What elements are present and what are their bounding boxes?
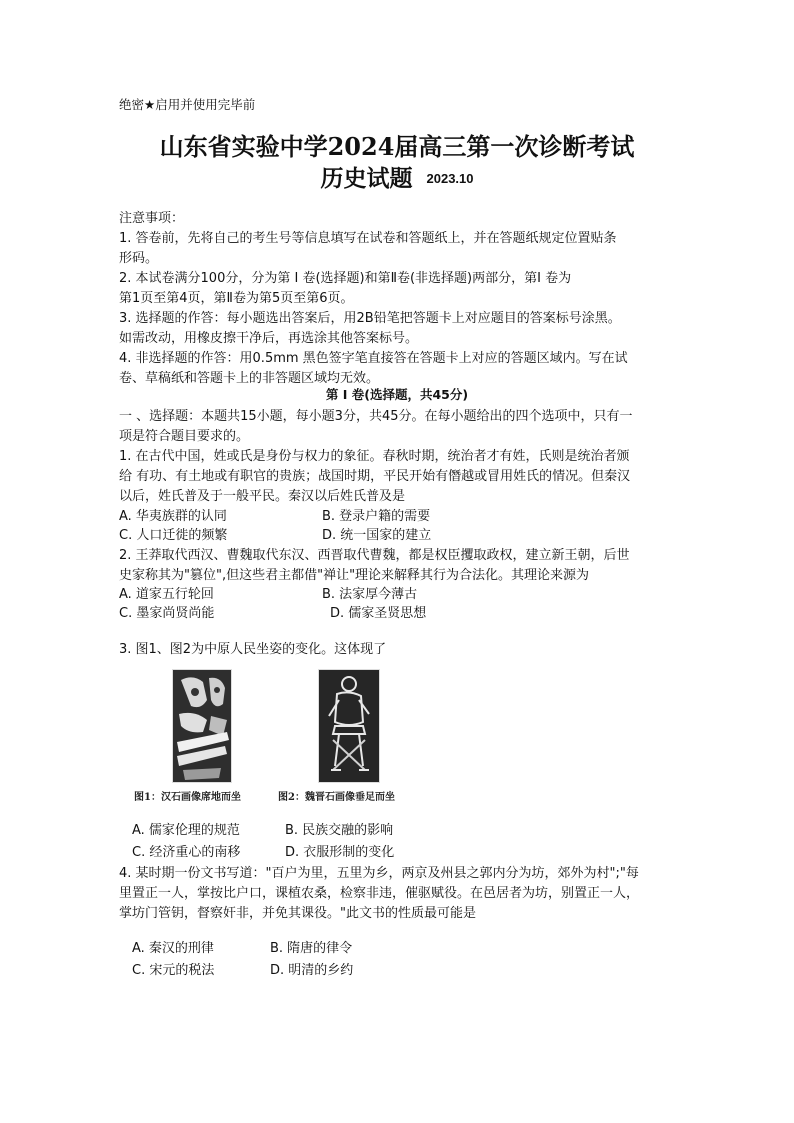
q3-option-c: C. 经济重心的南移 bbox=[132, 845, 241, 860]
note-1-cont: 形码。 bbox=[119, 251, 159, 266]
han-stone-relief-icon bbox=[173, 670, 231, 782]
confidential-mark: 绝密★启用并使用完毕前 bbox=[119, 97, 256, 112]
q4-option-d: D. 明清的乡约 bbox=[270, 963, 354, 978]
q3-stem: 3. 图1、图2为中原人民坐姿的变化。这体现了 bbox=[119, 642, 387, 657]
q3-option-a: A. 儒家伦理的规范 bbox=[132, 823, 240, 838]
section-title: 第 Ⅰ 卷(选择题，共45分) bbox=[325, 387, 469, 402]
q1-option-d: D. 统一国家的建立 bbox=[322, 528, 432, 543]
q3-figures bbox=[128, 664, 418, 804]
wei-jin-stone-relief-icon bbox=[319, 670, 379, 782]
q1-option-a: A. 华夷族群的认同 bbox=[119, 509, 227, 524]
figure-2-caption: 图2：魏晋石画像垂足而坐 bbox=[278, 792, 395, 803]
q3-option-b: B. 民族交融的影响 bbox=[285, 823, 394, 838]
q4-option-c: C. 宋元的税法 bbox=[132, 963, 215, 978]
q2-option-b: B. 法家厚今薄古 bbox=[322, 587, 418, 602]
subject-title: 历史试题 bbox=[320, 165, 413, 192]
q2-option-a: A. 道家五行轮回 bbox=[119, 587, 214, 602]
q1-option-c: C. 人口迁徙的频繁 bbox=[119, 528, 228, 543]
exam-title: 山东省实验中学2024届高三第一次诊断考试 bbox=[159, 132, 635, 161]
q3-option-d: D. 衣服形制的变化 bbox=[285, 845, 395, 860]
note-1: 1. 答卷前，先将自己的考生号等信息填写在试卷和答题纸上，并在答题纸规定位置贴条 bbox=[119, 231, 617, 246]
q4-stem-3: 掌坊门管钥，督察奸非，并免其课役。"此文书的性质最可能是 bbox=[119, 906, 476, 921]
q1-option-b: B. 登录户籍的需要 bbox=[322, 509, 431, 524]
section-intro: 一 、选择题：本题共15小题，每小题3分，共45分。在每小题给出的四个选项中，只有一 bbox=[119, 409, 633, 424]
q4-option-b: B. 隋唐的律令 bbox=[270, 941, 353, 956]
note-2: 2. 本试卷满分100分，分为第 Ⅰ 卷(选择题)和第Ⅱ卷(非选择题)两部分，第Ⅰ 卷为 bbox=[119, 271, 572, 286]
notes-heading: 注意事项： bbox=[119, 211, 185, 226]
q1-stem-2: 给 有功、有土地或有职官的贵族；战国时期，平民开始有僭越或冒用姓氏的情况。但秦汉 bbox=[119, 469, 631, 484]
q2-option-d: D. 儒家圣贤思想 bbox=[330, 606, 427, 621]
section-intro-cont: 项是符合题目要求的。 bbox=[119, 429, 250, 444]
q2-option-c: C. 墨家尚贤尚能 bbox=[119, 606, 215, 621]
q4-stem-1: 4. 某时期一份文书写道："百户为里，五里为乡，两京及州县之郭内分为坊，郊外为村";"每 bbox=[119, 866, 639, 881]
note-3-cont: 如需改动，用橡皮擦干净后，再选涂其他答案标号。 bbox=[119, 331, 419, 346]
q1-stem-3: 以后，姓氏普及于一般平民。秦汉以后姓氏普及是 bbox=[119, 489, 406, 504]
note-4: 4. 非选择题的作答：用0.5mm 黑色签字笔直接答在答题卡上对应的答题区域内。写在试 bbox=[119, 351, 628, 366]
exam-subtitle bbox=[0, 164, 794, 194]
note-3: 3. 选择题的作答：每小题选出答案后，用2B铅笔把答题卡上对应题目的答案标号涂黑。 bbox=[119, 311, 621, 326]
figure-1-caption: 图1：汉石画像席地而坐 bbox=[134, 792, 241, 803]
figure-2-image bbox=[318, 669, 380, 783]
note-2-cont: 第1页至第4页，第Ⅱ卷为第5页至第6页。 bbox=[119, 291, 354, 306]
q1-stem-1: 1. 在古代中国，姓或氏是身份与权力的象征。春秋时期，统治者才有姓，氏则是统治者颁 bbox=[119, 449, 630, 464]
q2-stem-1: 2. 王莽取代西汉、曹魏取代东汉、西晋取代曹魏，都是权臣攫取政权，建立新王朝，后世 bbox=[119, 548, 630, 563]
exam-date: 2023.10 bbox=[426, 171, 474, 186]
q4-option-a: A. 秦汉的刑律 bbox=[132, 941, 214, 956]
note-4-cont: 卷、草稿纸和答题卡上的非答题区域均无效。 bbox=[119, 371, 380, 386]
q4-stem-2: 里置正一人，掌按比户口，课植农桑，检察非违，催驱赋役。在邑居者为坊，别置正一人， bbox=[119, 886, 640, 901]
figure-1-image bbox=[172, 669, 232, 783]
q2-stem-2: 史家称其为"篡位",但这些君主都借"禅让"理论来解释其行为合法化。其理论来源为 bbox=[119, 568, 590, 583]
